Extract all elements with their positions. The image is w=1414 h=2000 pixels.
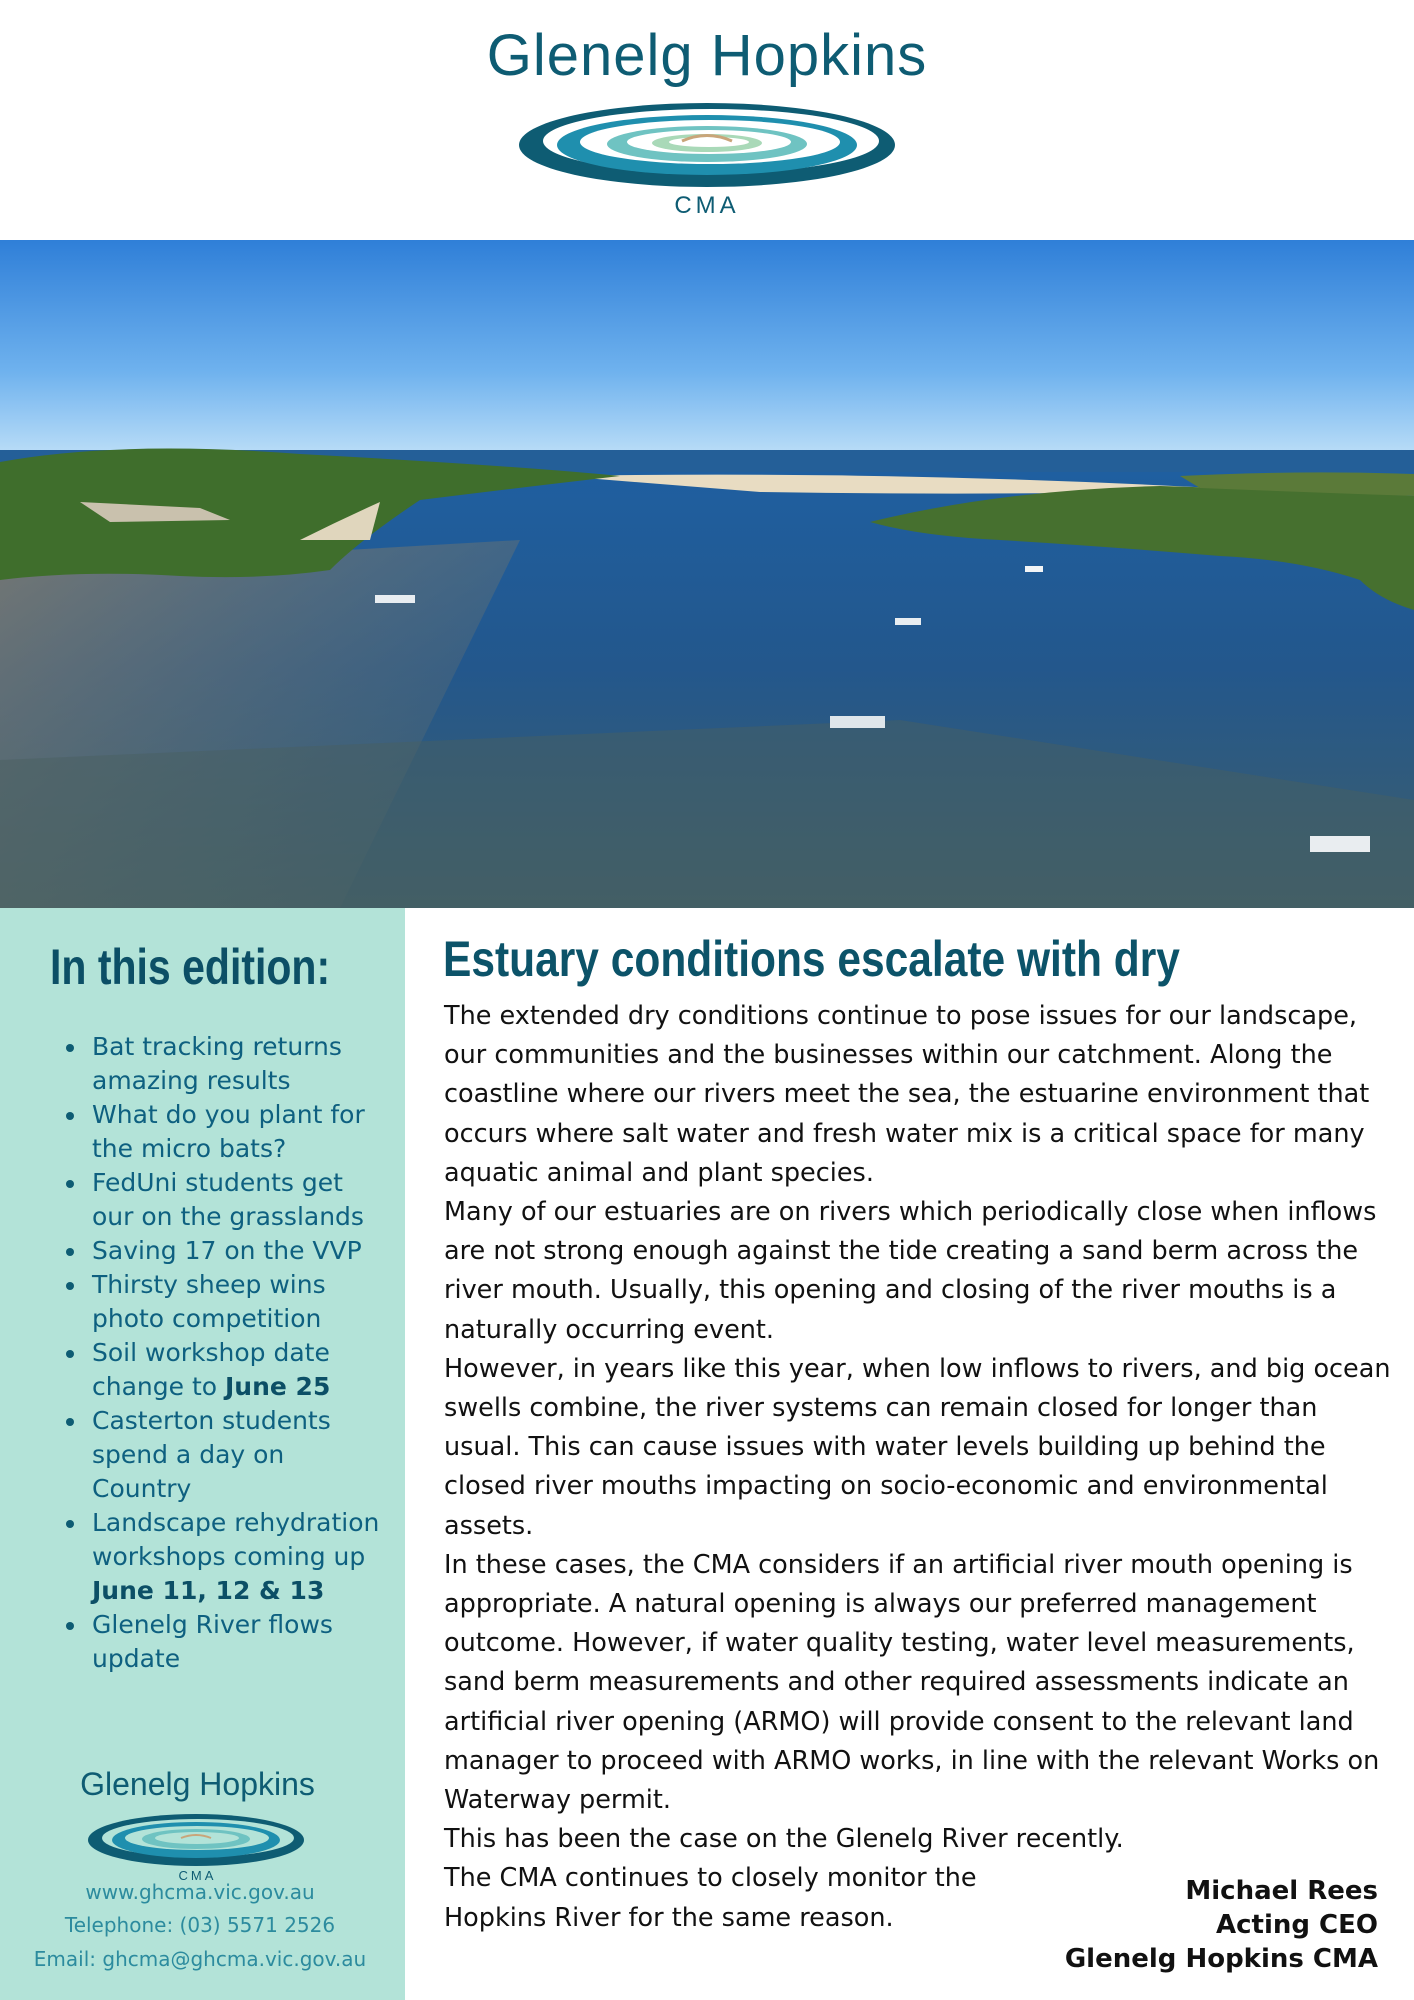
list-item: Landscape rehydration workshops coming up June 11, 12 & 13 (92, 1506, 390, 1608)
list-item: Saving 17 on the VVP (92, 1234, 390, 1268)
article-body (444, 997, 1394, 1938)
page-header (0, 0, 1414, 240)
signature-role: Acting CEO (1216, 1910, 1378, 1940)
ripple-logo-icon (517, 100, 897, 190)
article-title: Estuary conditions escalate with dry (443, 931, 1180, 987)
list-item: What do you plant for the micro bats? (92, 1098, 390, 1166)
article-paragraph: This has been the case on the Glenelg River recently. (444, 1824, 1124, 1855)
footer-logo-subtitle: CMA (178, 1868, 217, 1883)
list-item: Glenelg River flows update (92, 1608, 390, 1676)
footer-logo-title: Glenelg Hopkins (80, 1766, 315, 1802)
org-logo-title: Glenelg Hopkins (486, 23, 928, 88)
article-paragraph: Many of our estuaries are on rivers which periodically close when inflows are not strong enough against the tide creating a sand berm across the river mouth. Usually, this opening and closing of the river mouths is a naturally occurring event. (444, 1197, 1377, 1345)
signature-org: Glenelg Hopkins CMA (1064, 1944, 1378, 1974)
edition-heading: In this edition: (50, 939, 331, 995)
article-paragraph: The CMA continues to closely monitor the Hopkins River for the same reason. (444, 1863, 977, 1933)
telephone-text: Telephone: (03) 5571 2526 (64, 1913, 336, 1937)
hero-estuary-image (0, 240, 1414, 908)
list-item: FedUni students get our on the grasslands (92, 1166, 390, 1234)
sidebar-in-this-edition (0, 908, 405, 2000)
signature-name: Michael Rees (1185, 1876, 1378, 1906)
footer-ripple-logo-icon (86, 1810, 306, 1870)
org-logo-subtitle: CMA (674, 192, 740, 219)
list-item: Soil workshop date change to June 25 (92, 1336, 390, 1404)
list-item: Thirsty sheep wins photo competition (92, 1268, 390, 1336)
article-paragraph: In these cases, the CMA considers if an artificial river mouth opening is appropriate. A natural opening is always our preferred management outcome. However, if water quality testing, water level measurements, sand berm measurements and other required assessments indicate an artificial river opening (ARMO) will provide consent to the relevant land manager to proceed with ARMO works, in line with the relevant Works on Waterway permit. (444, 1549, 1380, 1816)
website-link[interactable]: www.ghcma.vic.gov.au (85, 1880, 315, 1904)
list-item: Casterton students spend a day on Country (92, 1404, 390, 1506)
email-link[interactable]: Email: ghcma@ghcma.vic.gov.au (33, 1947, 367, 1971)
list-item: Bat tracking returns amazing results (92, 1030, 390, 1098)
article-paragraph: However, in years like this year, when low inflows to rivers, and big ocean swells combine, the river systems can remain closed for longer than usual. This can cause issues with water levels building up behind the closed river mouths impacting on socio-economic and environmental assets. (444, 1353, 1391, 1541)
signature-block (1065, 1874, 1378, 1976)
edition-list (0, 1030, 390, 1676)
article-paragraph: The extended dry conditions continue to pose issues for our landscape, our communities and the businesses within our catchment. Along the coastline where our rivers meet the sea, the estuarine environment that occurs where salt water and fresh water mix is a critical space for many aquatic animal and plant species. (444, 1001, 1370, 1188)
